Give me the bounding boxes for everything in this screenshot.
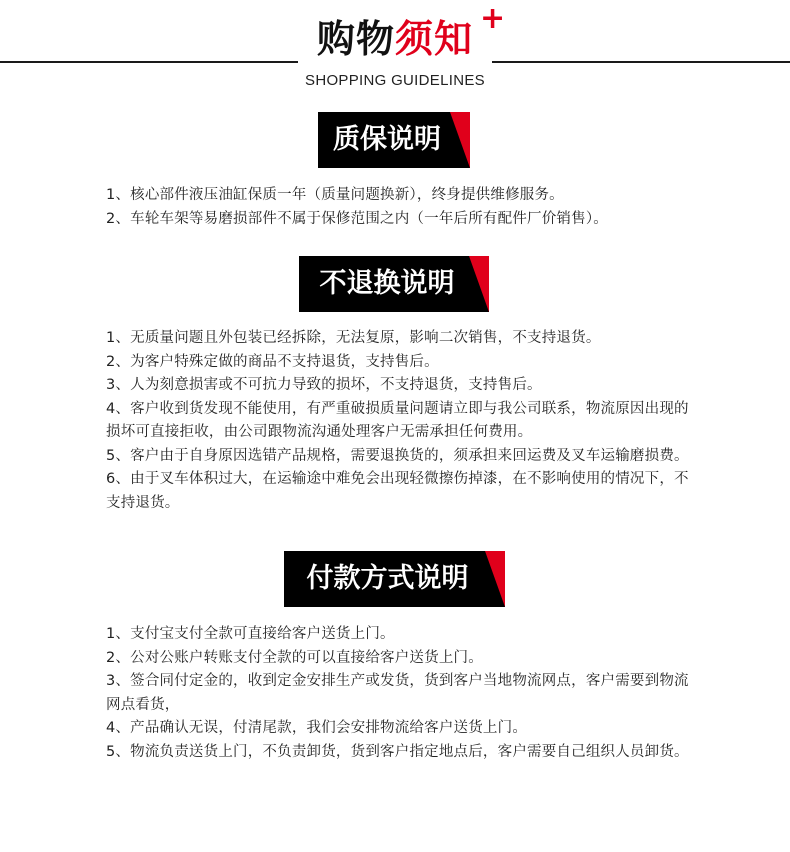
page-title-black: 购物: [316, 17, 395, 61]
section-title-payment: 付款方式说明: [306, 563, 469, 594]
list-item: 3、签合同付定金的，收到定金安排生产或发货，货到客户当地物流网点，客户需要到物流网点看货，: [106, 673, 689, 713]
section-title-box-warranty: [318, 112, 470, 168]
list-item: 2、为客户特殊定做的商品不支持退货，支持售后。: [106, 353, 439, 370]
no-return-list: [106, 327, 702, 515]
list-item: 1、核心部件液压油缸保质一年（质量问题换新），终身提供维修服务。: [106, 187, 564, 203]
section-title-warranty: 质保说明: [333, 124, 441, 155]
list-item: 5、客户由于自身原因选错产品规格，需要退换货的，须承担来回运费及叉车运输磨损费。: [106, 447, 689, 464]
page-title: [298, 14, 492, 64]
list-item: 5、物流负责送货上门，不负责卸货，货到客户指定地点后，客户需要自己组织人员卸货。: [106, 743, 689, 760]
section-title-box-payment: [284, 551, 505, 607]
list-item: 6、由于叉车体积过大，在运输途中难免会出现轻微擦伤掉漆，在不影响使用的情况下，不支持退货。: [106, 471, 689, 511]
section-title-box-no-return: [299, 256, 489, 312]
list-item: 2、公对公账户转账支付全款的可以直接给客户送货上门。: [106, 649, 483, 666]
section-title-no-return: 不退换说明: [319, 268, 455, 299]
header-divider-right: [492, 61, 790, 63]
list-item: 3、人为刻意损害或不可抗力导致的损坏，不支持退货，支持售后。: [106, 377, 542, 393]
page-header: [0, 0, 790, 100]
page-title-red: 须知: [395, 17, 474, 61]
header-divider-left: [0, 61, 298, 63]
warranty-list: [106, 184, 702, 231]
payment-list: [106, 623, 702, 764]
plus-icon: +: [480, 1, 506, 36]
list-item: 2、车轮车架等易磨损部件不属于保修范围之内（一年后所有配件厂价销售）。: [106, 210, 608, 227]
list-item: 1、支付宝支付全款可直接给客户送货上门。: [106, 626, 395, 642]
list-item: 4、产品确认无误，付清尾款，我们会安排物流给客户送货上门。: [106, 720, 528, 736]
list-item: 1、无质量问题且外包装已经拆除，无法复原，影响二次销售，不支持退货。: [106, 330, 601, 346]
list-item: 4、客户收到货发现不能使用，有严重破损质量问题请立即与我公司联系，物流原因出现的损坏可直接拒收，由公司跟物流沟通处理客户无需承担任何费用。: [106, 400, 689, 440]
page-subtitle: SHOPPING GUIDELINES: [305, 72, 485, 89]
